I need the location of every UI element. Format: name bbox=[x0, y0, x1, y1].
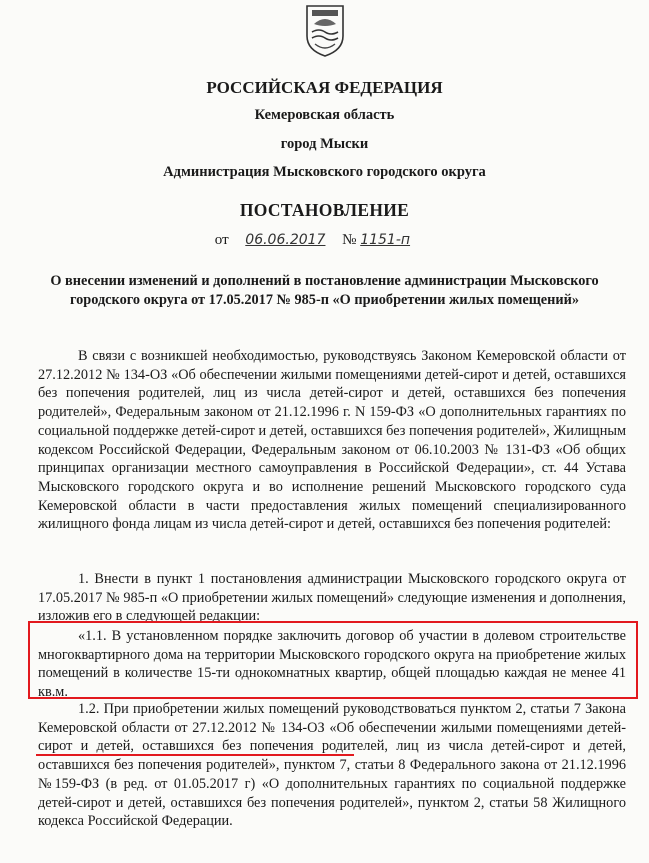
clause-1-2-paragraph bbox=[38, 700, 626, 831]
country-title: РОССИЙСКАЯ ФЕДЕРАЦИЯ bbox=[206, 78, 443, 97]
clause-1-paragraph bbox=[38, 570, 626, 626]
number-label: № bbox=[342, 232, 357, 248]
document-type-title: ПОСТАНОВЛЕНИЕ bbox=[239, 200, 410, 220]
highlight-underline bbox=[36, 754, 354, 756]
document-subject: О внесении изменений и дополнений в постановление администрации Мысковского городского округа от 17.05.2017 № 985-п «О приобретении жилых помещений» bbox=[50, 273, 599, 308]
coat-of-arms-icon bbox=[303, 2, 347, 58]
preamble-paragraph bbox=[38, 347, 626, 534]
date-label: от bbox=[214, 232, 229, 248]
paragraph-text: 1.2. При приобретении жилых помещений руководствоваться пунктом 2, статьи 7 Закона Кемеровской области от 27.12.2012 № 134-ОЗ «Об обеспечении жилыми помещениями детей-сирот и детей, оставшихся без попечения родителей, лиц из числа детей-сирот и детей, оставшихся без попечения родителей», пунктом 7, статьи 8 Федерального закона от 21.12.1996 №159-ФЗ (в ред. от 01.05.2017 г) «О дополнительных гарантиях по социальной поддержке детей-сирот и детей, оставшихся без попечения родителей», пунктом 2, статьи 58 Жилищного кодекса Российской Федерации. bbox=[38, 701, 626, 830]
highlight-box bbox=[28, 621, 638, 699]
date-number-line bbox=[0, 232, 649, 249]
handwritten-number: 1151-п bbox=[360, 232, 411, 248]
paragraph-text: 1. Внести в пункт 1 постановления администрации Мысковского городского округа от 17.05.2017 № 985-п «О приобретении жилых помещений» следующие изменения и дополнения, изложив его в следующей редакции: bbox=[38, 571, 626, 625]
city-title: город Мыски bbox=[280, 136, 369, 152]
paragraph-text: В связи с возникшей необходимостью, руководствуясь Законом Кемеровской области от 27.12.2012 № 134-ОЗ «Об обеспечении жилыми помещениями детей-сирот и детей, оставшихся без попечения родителей, лиц из числа детей-сирот и детей, оставшихся без попечения родителей», Федеральным законом от 21.12.1996 г. N 159-ФЗ «О дополнительных гарантиях по социальной поддержке детей-сирот и детей, оставшихся без попечения родителей», Жилищным кодексом Российской Федерации, Федеральным законом от 06.10.2003 № 131-ФЗ «Об общих принципах организации местного самоуправления в Российской Федерации», ст. 44 Устава Мысковского городского округа и во исполнение решений Мысковского городского суда Кемеровской области в части предоставления жилых помещений специализированного жилищного фонда лицам из числа детей-сирот и детей, оставшихся без попечения родителей: bbox=[38, 348, 626, 533]
administration-title: Администрация Мысковского городского округа bbox=[163, 164, 486, 180]
region-title: Кемеровская область bbox=[254, 107, 395, 123]
paragraph-text: «1.1. В установленном порядке заключить договор об участии в долевом строительстве многоквартирного дома на территории Мысковского городского округа на приобретение жилых помещений в количестве 15-ти однокомнатных квартир, общей площадью каждая не менее 41 кв.м. bbox=[38, 628, 626, 701]
handwritten-date: 06.06.2017 bbox=[245, 232, 326, 248]
